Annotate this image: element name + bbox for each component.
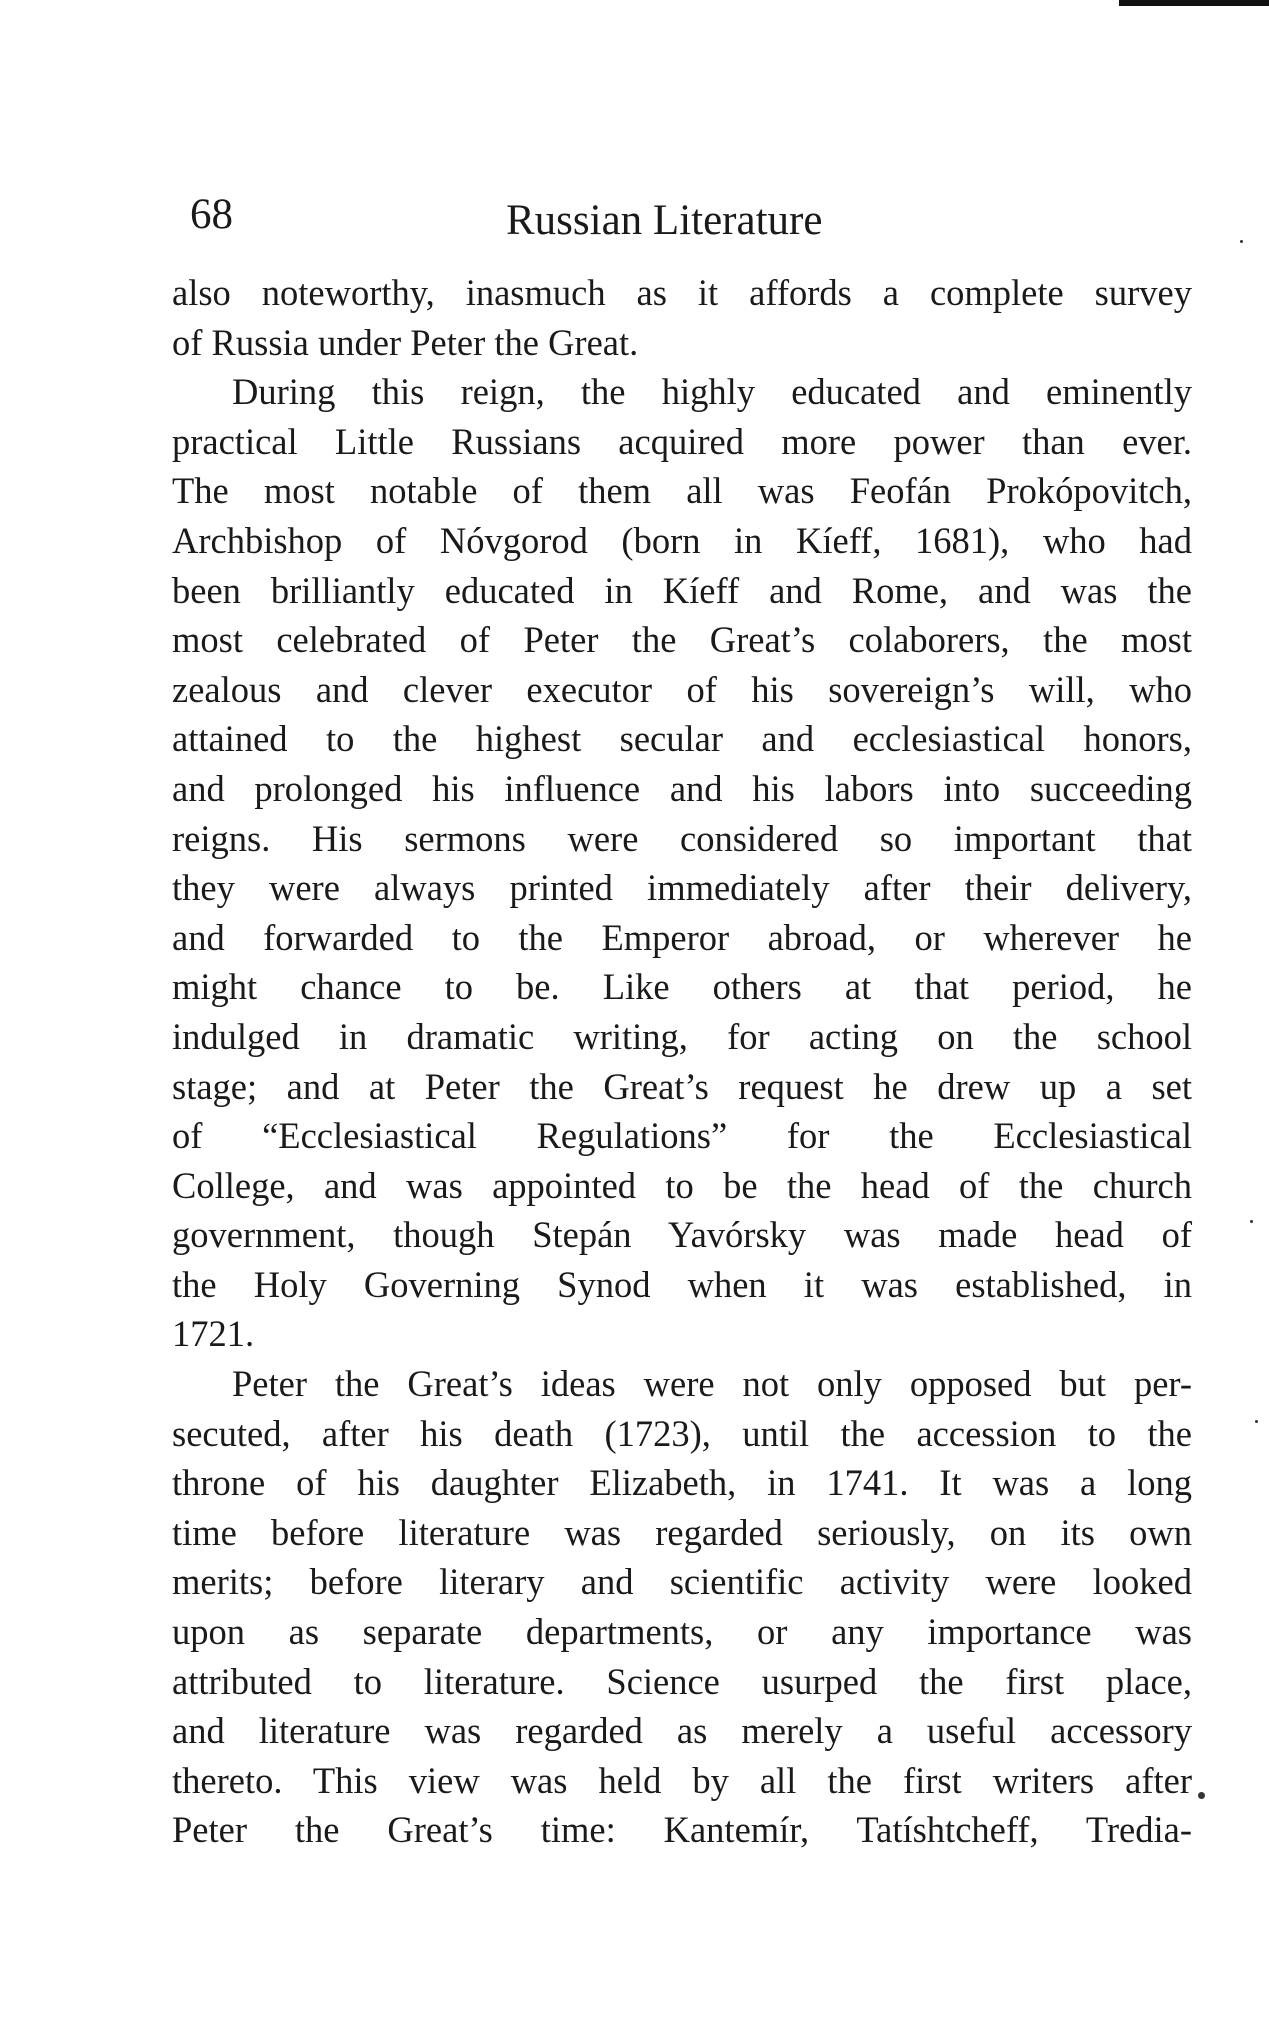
text-line: reigns. His sermons were considered so important that xyxy=(172,817,1192,859)
text-line: attained to the highest secular and ecclesiastical honors, xyxy=(172,718,1192,760)
page-number: 68 xyxy=(190,191,233,238)
text-line: stage; and at Peter the Great’s request he drew up a set xyxy=(172,1065,1192,1107)
running-title: Russian Literature xyxy=(506,197,823,244)
text-line: most celebrated of Peter the Great’s colaborers, the most xyxy=(172,619,1192,661)
scan-speck xyxy=(1255,1420,1258,1423)
top-edge-rule xyxy=(1119,0,1269,6)
text-line: and forwarded to the Emperor abroad, or wherever he xyxy=(172,916,1192,958)
text-line: government, though Stepán Yavórsky was made head of xyxy=(172,1214,1192,1256)
text-line: throne of his daughter Elizabeth, in 1741. It was a long xyxy=(172,1462,1192,1504)
text-line: Archbishop of Nóvgorod (born in Kíeff, 1681), who had xyxy=(172,519,1192,561)
text-line: College, and was appointed to be the head of the church xyxy=(172,1164,1192,1206)
page-header xyxy=(190,190,1190,250)
text-line: During this reign, the highly educated and eminently xyxy=(232,371,1192,413)
text-line: of “Ecclesiastical Regulations” for the Ecclesiastical xyxy=(172,1115,1192,1157)
text-line: 1721. xyxy=(172,1313,255,1355)
text-line: the Holy Governing Synod when it was established, in xyxy=(172,1263,1192,1305)
text-line: of Russia under Peter the Great. xyxy=(172,321,639,363)
text-line: zealous and clever executor of his sovereign’s will, who xyxy=(172,668,1192,710)
paragraph-2 xyxy=(172,367,1192,1359)
scan-speck xyxy=(1250,1220,1253,1223)
text-line: upon as separate departments, or any importance was xyxy=(172,1611,1192,1653)
scan-speck xyxy=(1240,240,1243,243)
text-line: also noteworthy, inasmuch as it affords a complete survey xyxy=(172,272,1192,313)
text-line: The most notable of them all was Feofán Prokópovitch, xyxy=(172,470,1192,512)
text-line: merits; before literary and scientific activity were looked xyxy=(172,1561,1192,1603)
paragraph-3 xyxy=(172,1359,1192,1855)
text-line: practical Little Russians acquired more power than ever. xyxy=(172,420,1192,462)
paragraph-1 xyxy=(172,268,1192,367)
text-line: they were always printed immediately after their delivery, xyxy=(172,867,1192,909)
text-line: attributed to literature. Science usurped the first place, xyxy=(172,1660,1192,1702)
text-line: time before literature was regarded seriously, on its own xyxy=(172,1511,1192,1553)
scan-speck xyxy=(1198,1792,1205,1799)
body-text xyxy=(172,268,1192,1855)
text-line: and literature was regarded as merely a useful accessory xyxy=(172,1710,1192,1752)
text-line: been brilliantly educated in Kíeff and Rome, and was the xyxy=(172,569,1192,611)
text-line: and prolonged his influence and his labors into succeeding xyxy=(172,767,1192,809)
text-line: secuted, after his death (1723), until the accession to the xyxy=(172,1412,1192,1454)
text-line: indulged in dramatic writing, for acting on the school xyxy=(172,1015,1192,1057)
text-line: thereto. This view was held by all the first writers after xyxy=(172,1759,1192,1801)
text-line: Peter the Great’s time: Kantemír, Tatíshtcheff, Tredia- xyxy=(172,1809,1192,1851)
text-line: might chance to be. Like others at that period, he xyxy=(172,966,1192,1008)
text-line: Peter the Great’s ideas were not only opposed but per- xyxy=(232,1363,1192,1405)
